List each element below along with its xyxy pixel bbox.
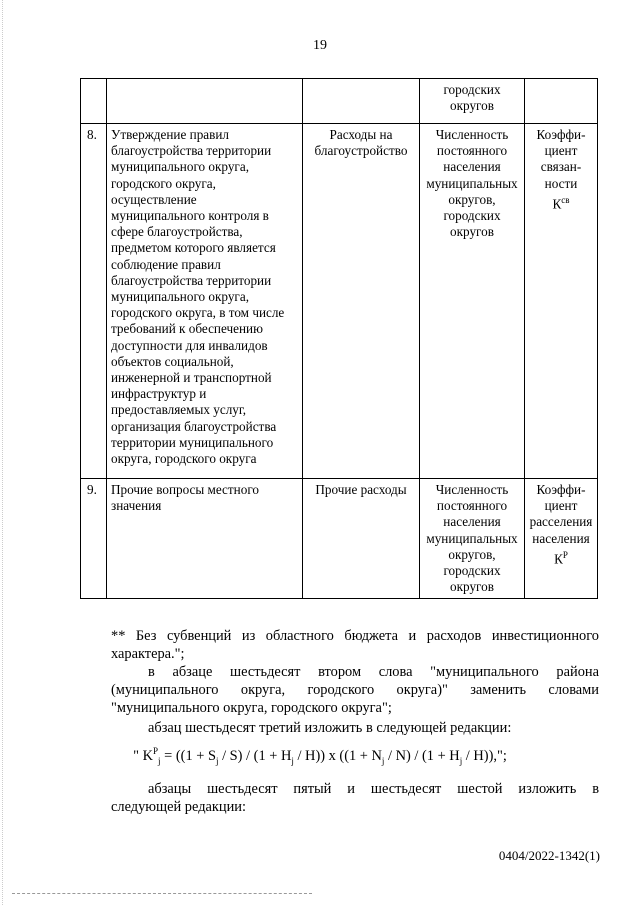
- cell-coefficient: Коэффи- циент расселения населения $К^Р$: [525, 479, 598, 599]
- allocation-table: [80, 78, 598, 599]
- cell-coefficient: Коэффи- циент связан- ности $К^{св}$: [525, 124, 598, 479]
- table-row-continued: [81, 79, 598, 124]
- footnote-line-2: характера.";: [111, 646, 185, 662]
- document-code: 0404/2022-1342(1): [498, 848, 600, 863]
- cell-num: 9.: [81, 479, 107, 599]
- paragraph-1-line-1: в абзаце шестьдесят втором слова "муниципального района: [148, 664, 599, 680]
- cell-coefficient: [525, 79, 598, 124]
- paragraph-3-line-1: абзацы шестьдесят пятый и шестьдесят шестой изложить в: [148, 781, 599, 797]
- table-row-8: [81, 124, 598, 479]
- table-row-9: [81, 479, 598, 599]
- paragraph-2: абзац шестьдесят третий изложить в следующей редакции:: [148, 720, 512, 736]
- cell-indicator: Численность постоянного населения муниципальных округов, городских округов: [420, 124, 525, 479]
- cell-num: 8.: [81, 124, 107, 479]
- cell-expenses: Расходы на благоустройство: [303, 124, 420, 479]
- cell-name: Утверждение правил благоустройства территории муниципального округа, городского округа, осуществление муниципального контроля в сфере благоустройства, предметом которого является соблюдение правил благоустройства территории муниципального округа, городского округа, в том числе требований к обеспечению доступности для инвалидов объектов социальной, инженерной и транспортной инфраструктур и предоставляемых услуг, организация благоустройства территории муниципального округа, городского округа: [107, 124, 303, 479]
- cell-expenses: [303, 79, 420, 124]
- cell-expenses: Прочие расходы: [303, 479, 420, 599]
- cell-name: [107, 79, 303, 124]
- left-margin-mark: [2, 0, 3, 905]
- cell-name: Прочие вопросы местного значения: [107, 479, 303, 599]
- page-number: 19: [313, 38, 327, 53]
- bottom-edge-mark: [12, 893, 312, 894]
- paragraph-1-line-2: (муниципального округа, городского округа)" заменить словами: [111, 682, 599, 698]
- cell-indicator: Численность постоянного населения муниципальных округов, городских округов: [420, 479, 525, 599]
- formula: [0, 746, 640, 766]
- paragraph-1-line-3: "муниципального округа, городского округа";: [111, 700, 392, 716]
- formula-rendered: " $K^P_j = ((1 + S_j / S) / (1 + H_j / H))$ x $((1 + N_j / N) / (1 + H_j / H))$,";: [133, 746, 507, 766]
- footnote-line-1: ** Без субвенций из областного бюджета и расходов инвестиционного: [111, 628, 599, 644]
- coefficient-symbol: $К^{св}$: [552, 194, 570, 212]
- coefficient-symbol: $К^Р$: [554, 549, 568, 567]
- paragraph-3-line-2: следующей редакции:: [111, 799, 246, 815]
- cell-indicator: городских округов: [420, 79, 525, 124]
- cell-num: [81, 79, 107, 124]
